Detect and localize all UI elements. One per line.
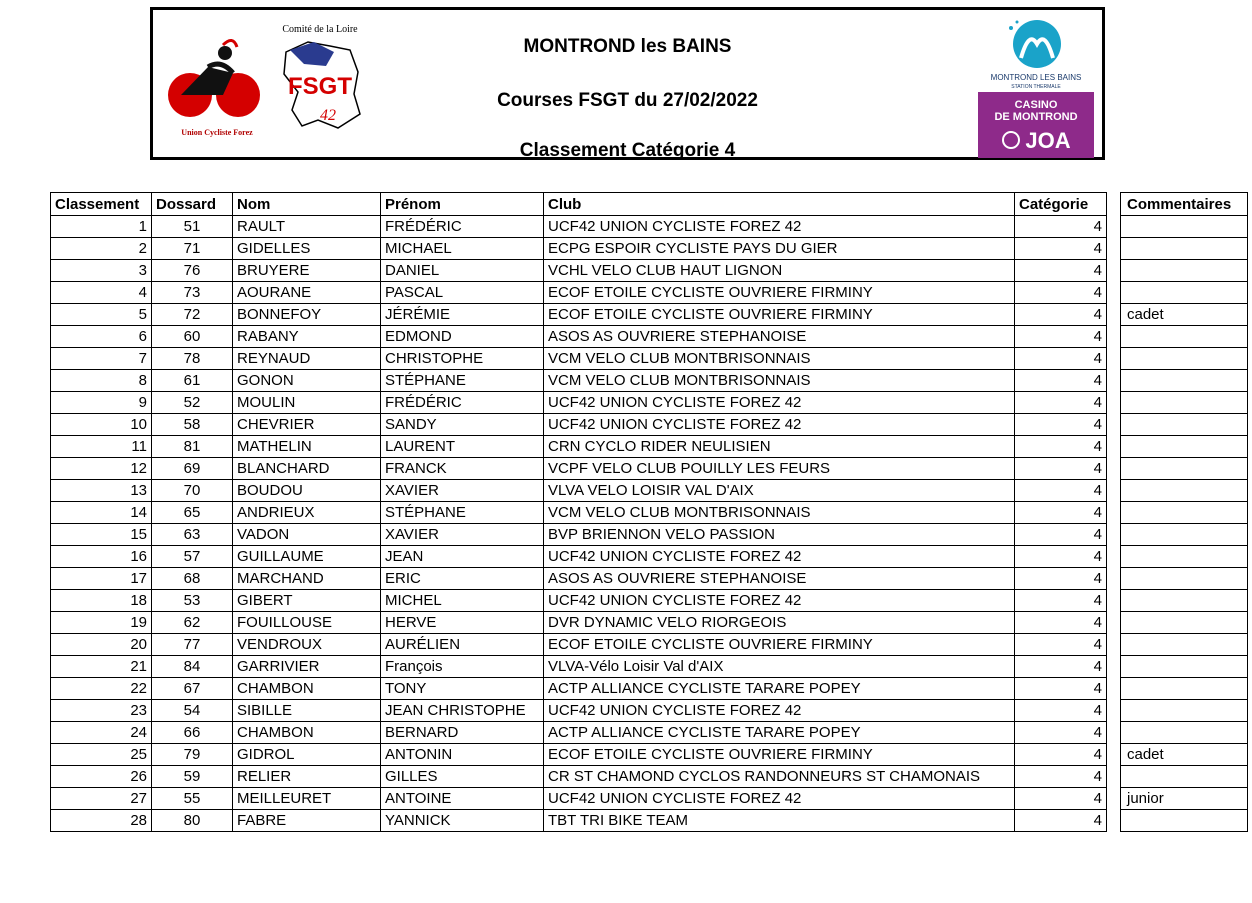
cell-prenom: JEAN [381, 546, 544, 568]
cell-prenom: ANTOINE [381, 788, 544, 810]
cell-categorie: 4 [1015, 348, 1107, 370]
table-row [51, 744, 1107, 766]
cell-categorie: 4 [1015, 436, 1107, 458]
cell-prenom: FRÉDÉRIC [381, 216, 544, 238]
comments-table [1120, 192, 1248, 832]
cell-categorie: 4 [1015, 612, 1107, 634]
cell-dossard: 53 [152, 590, 233, 612]
cell-club: VCHL VELO CLUB HAUT LIGNON [544, 260, 1015, 282]
table-row [51, 722, 1107, 744]
table-row [51, 766, 1107, 788]
cell-prenom: JÉRÉMIE [381, 304, 544, 326]
table-row [51, 568, 1107, 590]
cell-commentaire [1121, 546, 1248, 568]
cell-dossard: 73 [152, 282, 233, 304]
cell-commentaire [1121, 238, 1248, 260]
results-table [50, 192, 1107, 832]
cell-classement: 24 [51, 722, 152, 744]
cell-nom: CHAMBON [233, 722, 381, 744]
cell-nom: RABANY [233, 326, 381, 348]
col-prenom: Prénom [381, 193, 544, 216]
cell-club: UCF42 UNION CYCLISTE FOREZ 42 [544, 392, 1015, 414]
cell-classement: 15 [51, 524, 152, 546]
cell-nom: ANDRIEUX [233, 502, 381, 524]
cell-club: ECOF ETOILE CYCLISTE OUVRIERE FIRMINY [544, 282, 1015, 304]
cell-nom: MARCHAND [233, 568, 381, 590]
cell-dossard: 70 [152, 480, 233, 502]
cell-club: VCM VELO CLUB MONTBRISONNAIS [544, 370, 1015, 392]
cell-prenom: STÉPHANE [381, 370, 544, 392]
cell-prenom: EDMOND [381, 326, 544, 348]
cell-nom: MOULIN [233, 392, 381, 414]
cell-commentaire [1121, 370, 1248, 392]
comment-row [1121, 414, 1248, 436]
table-row [51, 678, 1107, 700]
cell-prenom: MICHEL [381, 590, 544, 612]
cell-commentaire [1121, 480, 1248, 502]
cell-dossard: 55 [152, 788, 233, 810]
cell-prenom: HERVE [381, 612, 544, 634]
comment-row [1121, 568, 1248, 590]
cell-classement: 7 [51, 348, 152, 370]
cell-categorie: 4 [1015, 304, 1107, 326]
svg-text:Union Cycliste Forez: Union Cycliste Forez [181, 128, 253, 137]
cell-club: VLVA VELO LOISIR VAL D'AIX [544, 480, 1015, 502]
cell-dossard: 80 [152, 810, 233, 832]
cell-dossard: 69 [152, 458, 233, 480]
cell-prenom: DANIEL [381, 260, 544, 282]
cell-categorie: 4 [1015, 656, 1107, 678]
cell-categorie: 4 [1015, 546, 1107, 568]
cell-club: UCF42 UNION CYCLISTE FOREZ 42 [544, 700, 1015, 722]
svg-text:DE MONTROND: DE MONTROND [994, 111, 1078, 123]
cell-categorie: 4 [1015, 590, 1107, 612]
cell-prenom: FRÉDÉRIC [381, 392, 544, 414]
table-row [51, 612, 1107, 634]
cell-classement: 11 [51, 436, 152, 458]
comment-row [1121, 216, 1248, 238]
table-row [51, 392, 1107, 414]
col-classement: Classement [51, 193, 152, 216]
table-row [51, 788, 1107, 810]
cell-commentaire [1121, 414, 1248, 436]
svg-text:Comité de la Loire: Comité de la Loire [282, 24, 358, 35]
cell-classement: 2 [51, 238, 152, 260]
cell-nom: GIBERT [233, 590, 381, 612]
table-row [51, 458, 1107, 480]
table-row [51, 370, 1107, 392]
cell-club: VLVA-Vélo Loisir Val d'AIX [544, 656, 1015, 678]
cell-prenom: XAVIER [381, 480, 544, 502]
cell-categorie: 4 [1015, 722, 1107, 744]
cell-nom: SIBILLE [233, 700, 381, 722]
table-row [51, 238, 1107, 260]
cell-club: UCF42 UNION CYCLISTE FOREZ 42 [544, 546, 1015, 568]
cell-classement: 4 [51, 282, 152, 304]
cell-dossard: 81 [152, 436, 233, 458]
cell-commentaire [1121, 700, 1248, 722]
comment-row [1121, 810, 1248, 832]
cell-prenom: PASCAL [381, 282, 544, 304]
table-row [51, 502, 1107, 524]
cell-categorie: 4 [1015, 326, 1107, 348]
cell-nom: BONNEFOY [233, 304, 381, 326]
svg-text:JOA: JOA [1025, 128, 1071, 153]
cell-prenom: GILLES [381, 766, 544, 788]
cell-club: DVR DYNAMIC VELO RIORGEOIS [544, 612, 1015, 634]
cell-nom: BLANCHARD [233, 458, 381, 480]
cell-commentaire [1121, 458, 1248, 480]
cell-nom: AOURANE [233, 282, 381, 304]
cell-commentaire: cadet [1121, 304, 1248, 326]
cell-nom: CHAMBON [233, 678, 381, 700]
cell-dossard: 57 [152, 546, 233, 568]
comment-row [1121, 436, 1248, 458]
cell-classement: 28 [51, 810, 152, 832]
comment-row [1121, 700, 1248, 722]
cell-commentaire [1121, 590, 1248, 612]
cell-prenom: ERIC [381, 568, 544, 590]
cell-nom: MEILLEURET [233, 788, 381, 810]
cell-club: VCPF VELO CLUB POUILLY LES FEURS [544, 458, 1015, 480]
cell-categorie: 4 [1015, 788, 1107, 810]
cell-dossard: 59 [152, 766, 233, 788]
comment-row [1121, 788, 1248, 810]
cell-categorie: 4 [1015, 810, 1107, 832]
cell-dossard: 61 [152, 370, 233, 392]
cell-nom: REYNAUD [233, 348, 381, 370]
table-row [51, 634, 1107, 656]
cell-club: ECOF ETOILE CYCLISTE OUVRIERE FIRMINY [544, 744, 1015, 766]
cell-nom: CHEVRIER [233, 414, 381, 436]
cell-classement: 26 [51, 766, 152, 788]
fsgt-logo-icon [268, 22, 373, 137]
cell-club: ACTP ALLIANCE CYCLISTE TARARE POPEY [544, 722, 1015, 744]
cell-dossard: 62 [152, 612, 233, 634]
cell-nom: RELIER [233, 766, 381, 788]
cell-nom: MATHELIN [233, 436, 381, 458]
comment-row [1121, 458, 1248, 480]
cell-dossard: 66 [152, 722, 233, 744]
cell-prenom: XAVIER [381, 524, 544, 546]
ucf-logo-icon [163, 25, 271, 140]
cell-classement: 6 [51, 326, 152, 348]
cell-categorie: 4 [1015, 568, 1107, 590]
cell-classement: 20 [51, 634, 152, 656]
col-categorie: Catégorie [1015, 193, 1107, 216]
cell-commentaire [1121, 524, 1248, 546]
cell-categorie: 4 [1015, 502, 1107, 524]
svg-text:FSGT: FSGT [288, 73, 352, 100]
cell-commentaire: junior [1121, 788, 1248, 810]
cell-dossard: 63 [152, 524, 233, 546]
cell-dossard: 60 [152, 326, 233, 348]
cell-dossard: 54 [152, 700, 233, 722]
cell-club: VCM VELO CLUB MONTBRISONNAIS [544, 348, 1015, 370]
cell-dossard: 77 [152, 634, 233, 656]
col-club: Club [544, 193, 1015, 216]
cell-dossard: 52 [152, 392, 233, 414]
table-row [51, 348, 1107, 370]
svg-text:CASINO: CASINO [1014, 99, 1058, 111]
cell-categorie: 4 [1015, 634, 1107, 656]
cell-classement: 25 [51, 744, 152, 766]
comment-row [1121, 612, 1248, 634]
cell-commentaire [1121, 656, 1248, 678]
cell-classement: 14 [51, 502, 152, 524]
cell-club: TBT TRI BIKE TEAM [544, 810, 1015, 832]
cell-club: ECOF ETOILE CYCLISTE OUVRIERE FIRMINY [544, 634, 1015, 656]
cell-categorie: 4 [1015, 282, 1107, 304]
cell-categorie: 4 [1015, 216, 1107, 238]
comment-row [1121, 480, 1248, 502]
table-row [51, 216, 1107, 238]
cell-prenom: JEAN CHRISTOPHE [381, 700, 544, 722]
cell-prenom: FRANCK [381, 458, 544, 480]
cell-club: UCF42 UNION CYCLISTE FOREZ 42 [544, 414, 1015, 436]
cell-categorie: 4 [1015, 392, 1107, 414]
svg-text:MONTROND LES BAINS: MONTROND LES BAINS [990, 73, 1082, 82]
cell-nom: FABRE [233, 810, 381, 832]
comment-row [1121, 678, 1248, 700]
col-commentaires: Commentaires [1121, 193, 1248, 216]
comment-row [1121, 766, 1248, 788]
cell-club: UCF42 UNION CYCLISTE FOREZ 42 [544, 216, 1015, 238]
comment-row [1121, 238, 1248, 260]
cell-nom: GUILLAUME [233, 546, 381, 568]
cell-classement: 16 [51, 546, 152, 568]
cell-classement: 1 [51, 216, 152, 238]
cell-club: UCF42 UNION CYCLISTE FOREZ 42 [544, 590, 1015, 612]
cell-prenom: MICHAEL [381, 238, 544, 260]
cell-nom: BRUYERE [233, 260, 381, 282]
cell-club: UCF42 UNION CYCLISTE FOREZ 42 [544, 788, 1015, 810]
cell-commentaire: cadet [1121, 744, 1248, 766]
cell-categorie: 4 [1015, 524, 1107, 546]
cell-club: ECPG ESPOIR CYCLISTE PAYS DU GIER [544, 238, 1015, 260]
table-row [51, 480, 1107, 502]
cell-categorie: 4 [1015, 370, 1107, 392]
montrond-logo-icon [977, 14, 1095, 92]
cell-commentaire [1121, 392, 1248, 414]
cell-nom: GIDROL [233, 744, 381, 766]
cell-prenom: STÉPHANE [381, 502, 544, 524]
table-row [51, 282, 1107, 304]
cell-prenom: TONY [381, 678, 544, 700]
comment-row [1121, 590, 1248, 612]
cell-commentaire [1121, 766, 1248, 788]
table-row [51, 590, 1107, 612]
cell-prenom: LAURENT [381, 436, 544, 458]
comment-row [1121, 546, 1248, 568]
svg-text:42: 42 [320, 107, 336, 124]
cell-classement: 5 [51, 304, 152, 326]
table-row [51, 260, 1107, 282]
comment-row [1121, 392, 1248, 414]
table-row [51, 810, 1107, 832]
cell-classement: 17 [51, 568, 152, 590]
cell-commentaire [1121, 216, 1248, 238]
cell-prenom: SANDY [381, 414, 544, 436]
cell-club: ASOS AS OUVRIERE STEPHANOISE [544, 568, 1015, 590]
cell-commentaire [1121, 634, 1248, 656]
cell-commentaire [1121, 810, 1248, 832]
cell-commentaire [1121, 612, 1248, 634]
comment-row [1121, 348, 1248, 370]
cell-classement: 13 [51, 480, 152, 502]
cell-prenom: ANTONIN [381, 744, 544, 766]
cell-categorie: 4 [1015, 238, 1107, 260]
cell-classement: 9 [51, 392, 152, 414]
cell-classement: 18 [51, 590, 152, 612]
cell-commentaire [1121, 568, 1248, 590]
cell-dossard: 71 [152, 238, 233, 260]
table-row [51, 326, 1107, 348]
cell-categorie: 4 [1015, 744, 1107, 766]
col-dossard: Dossard [152, 193, 233, 216]
cell-nom: RAULT [233, 216, 381, 238]
cell-commentaire [1121, 436, 1248, 458]
event-title: MONTROND les BAINS [523, 36, 732, 57]
cell-club: VCM VELO CLUB MONTBRISONNAIS [544, 502, 1015, 524]
cell-nom: BOUDOU [233, 480, 381, 502]
cell-categorie: 4 [1015, 678, 1107, 700]
cell-club: ASOS AS OUVRIERE STEPHANOISE [544, 326, 1015, 348]
table-row [51, 656, 1107, 678]
cell-dossard: 79 [152, 744, 233, 766]
cell-commentaire [1121, 348, 1248, 370]
event-subtitle: Courses FSGT du 27/02/2022 [497, 90, 758, 111]
cell-classement: 27 [51, 788, 152, 810]
cell-nom: VENDROUX [233, 634, 381, 656]
cell-dossard: 78 [152, 348, 233, 370]
cell-dossard: 65 [152, 502, 233, 524]
cell-categorie: 4 [1015, 480, 1107, 502]
cell-nom: FOUILLOUSE [233, 612, 381, 634]
cell-dossard: 68 [152, 568, 233, 590]
cell-commentaire [1121, 502, 1248, 524]
cell-classement: 8 [51, 370, 152, 392]
cell-classement: 19 [51, 612, 152, 634]
comment-row [1121, 282, 1248, 304]
cell-dossard: 51 [152, 216, 233, 238]
table-row [51, 700, 1107, 722]
cell-classement: 21 [51, 656, 152, 678]
cell-commentaire [1121, 260, 1248, 282]
table-header-row [51, 193, 1107, 216]
ranking-title: Classement Catégorie 4 [519, 140, 736, 161]
comment-row [1121, 502, 1248, 524]
comment-row [1121, 304, 1248, 326]
cell-classement: 12 [51, 458, 152, 480]
comment-row [1121, 260, 1248, 282]
comment-row [1121, 524, 1248, 546]
cell-nom: GONON [233, 370, 381, 392]
col-nom: Nom [233, 193, 381, 216]
cell-nom: GARRIVIER [233, 656, 381, 678]
casino-joa-logo-icon [978, 92, 1094, 158]
cell-dossard: 72 [152, 304, 233, 326]
comment-row [1121, 370, 1248, 392]
cell-dossard: 84 [152, 656, 233, 678]
cell-prenom: François [381, 656, 544, 678]
cell-classement: 10 [51, 414, 152, 436]
cell-categorie: 4 [1015, 414, 1107, 436]
cell-club: CR ST CHAMOND CYCLOS RANDONNEURS ST CHAMONAIS [544, 766, 1015, 788]
table-row [51, 414, 1107, 436]
cell-prenom: CHRISTOPHE [381, 348, 544, 370]
comment-row [1121, 722, 1248, 744]
comment-row [1121, 744, 1248, 766]
cell-dossard: 58 [152, 414, 233, 436]
comment-row [1121, 634, 1248, 656]
cell-dossard: 67 [152, 678, 233, 700]
cell-commentaire [1121, 722, 1248, 744]
cell-categorie: 4 [1015, 700, 1107, 722]
cell-commentaire [1121, 678, 1248, 700]
comment-row [1121, 326, 1248, 348]
cell-categorie: 4 [1015, 458, 1107, 480]
table-row [51, 524, 1107, 546]
table-row [51, 304, 1107, 326]
cell-club: ACTP ALLIANCE CYCLISTE TARARE POPEY [544, 678, 1015, 700]
cell-dossard: 76 [152, 260, 233, 282]
cell-nom: VADON [233, 524, 381, 546]
comment-row [1121, 656, 1248, 678]
cell-commentaire [1121, 326, 1248, 348]
cell-club: CRN CYCLO RIDER NEULISIEN [544, 436, 1015, 458]
cell-prenom: YANNICK [381, 810, 544, 832]
cell-club: ECOF ETOILE CYCLISTE OUVRIERE FIRMINY [544, 304, 1015, 326]
table-row [51, 436, 1107, 458]
cell-nom: GIDELLES [233, 238, 381, 260]
table-row [51, 546, 1107, 568]
cell-commentaire [1121, 282, 1248, 304]
cell-classement: 22 [51, 678, 152, 700]
cell-prenom: AURÉLIEN [381, 634, 544, 656]
cell-classement: 3 [51, 260, 152, 282]
cell-club: BVP BRIENNON VELO PASSION [544, 524, 1015, 546]
cell-categorie: 4 [1015, 766, 1107, 788]
cell-prenom: BERNARD [381, 722, 544, 744]
cell-categorie: 4 [1015, 260, 1107, 282]
svg-text:STATION THERMALE: STATION THERMALE [1011, 84, 1061, 90]
cell-classement: 23 [51, 700, 152, 722]
comments-header-row [1121, 193, 1248, 216]
